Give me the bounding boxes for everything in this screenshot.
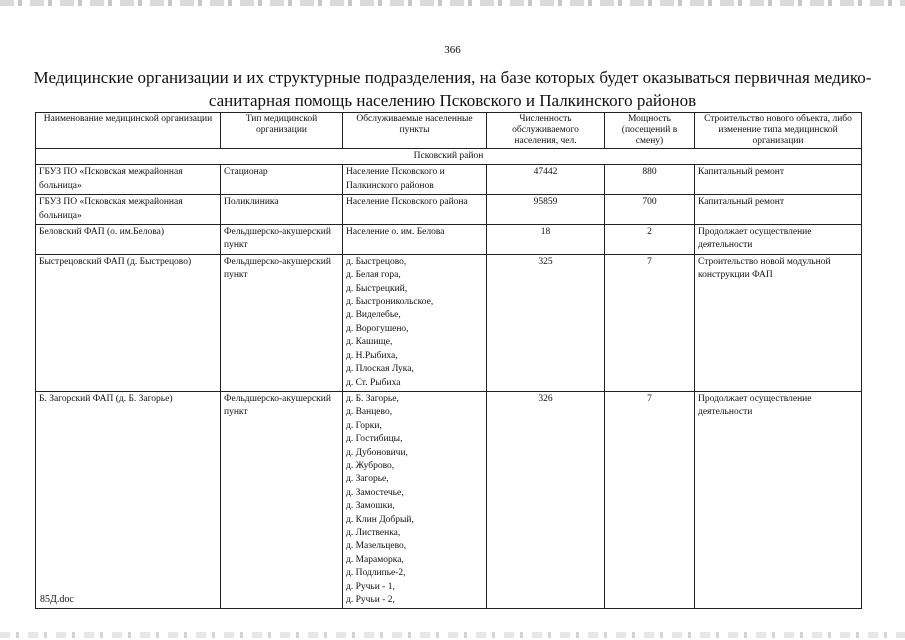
cell-capacity: 2	[605, 225, 695, 255]
cell-capacity: 880	[605, 165, 695, 195]
served-point: д. Дубоновичи,	[346, 447, 408, 458]
cell-org-type: Фельдшерско-акушерский пункт	[221, 254, 343, 391]
served-point: д. Лиственка,	[346, 527, 401, 538]
cell-population: 326	[487, 391, 605, 609]
served-point: д. Ванцево,	[346, 407, 393, 418]
cell-org-name: ГБУЗ ПО «Псковская межрайонная больница»	[36, 195, 221, 225]
cell-population: 325	[487, 254, 605, 391]
served-point: д. Белая гора,	[346, 270, 401, 281]
district-name: Псковский район	[36, 149, 862, 165]
header-capacity: Мощность (посещений в смену)	[605, 113, 695, 149]
cell-population: 47442	[487, 165, 605, 195]
cell-org-type: Фельдшерско-акушерский пункт	[221, 225, 343, 255]
cell-capacity: 7	[605, 391, 695, 609]
served-point: д. Подлипье-2,	[346, 568, 406, 579]
served-point: д. Кашище,	[346, 337, 393, 348]
served-point: д. Н.Рыбиха,	[346, 350, 398, 361]
served-point: д. Б. Загорье,	[346, 393, 399, 404]
cell-org-name: Б. Загорский ФАП (д. Б. Загорье)	[36, 391, 221, 609]
served-point: Население о. им. Белова	[346, 227, 445, 238]
cell-org-type: Стационар	[221, 165, 343, 195]
served-point: д. Жуброво,	[346, 460, 395, 471]
served-point: д. Ручьи - 2,	[346, 595, 395, 605]
header-population: Численность обслуживаемого населения, чел.	[487, 113, 605, 149]
cell-served-points	[343, 165, 487, 195]
served-point: д. Плоская Лука,	[346, 364, 414, 375]
cell-org-type: Поликлиника	[221, 195, 343, 225]
served-point: д. Мараморка,	[346, 554, 404, 565]
cell-construction: Капитальный ремонт	[695, 165, 862, 195]
table-row	[36, 165, 862, 195]
served-point: д. Загорье,	[346, 474, 389, 485]
header-served-points: Обслуживаемые населенные пункты	[343, 113, 487, 149]
cell-served-points	[343, 195, 487, 225]
served-point: д. Замошки,	[346, 501, 395, 512]
table-row	[36, 195, 862, 225]
served-point: д. Быстроникольское,	[346, 297, 434, 308]
cell-population: 95859	[487, 195, 605, 225]
cell-construction: Строительство новой модульной конструкции ФАП	[695, 254, 862, 391]
served-point: д. Замостечье,	[346, 487, 404, 498]
scan-edge-top	[0, 0, 905, 6]
cell-construction: Капитальный ремонт	[695, 195, 862, 225]
served-point: Население Псковского района	[346, 197, 468, 208]
served-point: д. Быстрецкий,	[346, 283, 408, 294]
served-point: Население Псковского и Палкинского районов	[346, 167, 445, 191]
cell-capacity: 700	[605, 195, 695, 225]
cell-served-points	[343, 225, 487, 255]
table-row	[36, 254, 862, 391]
table-row	[36, 225, 862, 255]
cell-org-name: Быстрецовский ФАП (д. Быстрецово)	[36, 254, 221, 391]
cell-construction: Продолжает осуществление деятельности	[695, 225, 862, 255]
served-point: д. Ворогушено,	[346, 323, 409, 334]
header-org-type: Тип медицинской организации	[221, 113, 343, 149]
header-construction: Строительство нового объекта, либо изменение типа медицинской организации	[695, 113, 862, 149]
scan-edge-bottom	[0, 632, 905, 638]
cell-org-type: Фельдшерско-акушерский пункт	[221, 391, 343, 609]
cell-capacity: 7	[605, 254, 695, 391]
header-org-name: Наименование медицинской организации	[36, 113, 221, 149]
served-point: д. Виделебье,	[346, 310, 401, 321]
cell-org-name: ГБУЗ ПО «Псковская межрайонная больница»	[36, 165, 221, 195]
served-point: д. Мазельцево,	[346, 541, 407, 552]
served-point: д. Клин Добрый,	[346, 514, 414, 525]
cell-population: 18	[487, 225, 605, 255]
cell-org-name: Беловский ФАП (о. им.Белова)	[36, 225, 221, 255]
document-filename: 85Д.doc	[40, 594, 74, 605]
cell-served-points	[343, 391, 487, 609]
served-point: д. Быстрецово,	[346, 256, 407, 267]
cell-served-points	[343, 254, 487, 391]
served-point: д. Ст. Рыбиха	[346, 377, 401, 388]
page-number: 366	[444, 44, 461, 56]
table-header-row	[36, 113, 862, 149]
served-point: д. Ручьи - 1,	[346, 581, 395, 592]
served-point: д. Гостибицы,	[346, 434, 403, 445]
cell-construction: Продолжает осуществление деятельности	[695, 391, 862, 609]
organizations-table	[35, 112, 862, 609]
served-point: д. Горки,	[346, 420, 382, 431]
district-row	[36, 149, 862, 165]
document-title: Медицинские организации и их структурные подразделения, на базе которых будет оказываться первичная медико-санитарная помощь населению Псковского и Палкинского районов	[33, 68, 872, 110]
table-row	[36, 391, 862, 609]
